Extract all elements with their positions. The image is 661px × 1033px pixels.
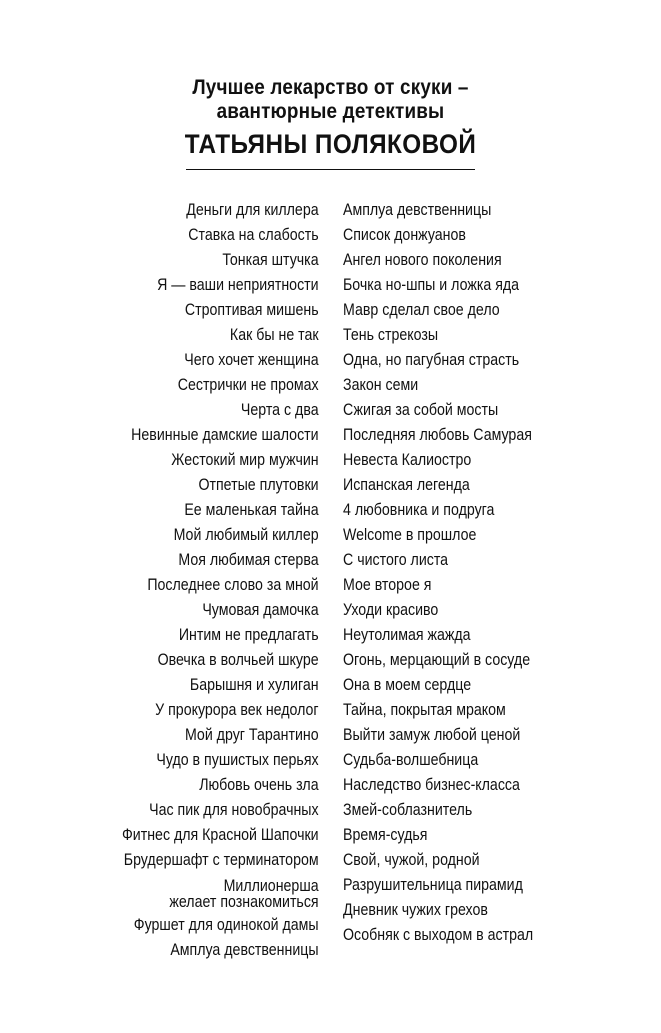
list-item: Дневник чужих грехов [343, 901, 488, 919]
list-item: Невинные дамские шалости [131, 426, 319, 444]
list-item: Тень стрекозы [343, 326, 439, 344]
list-item: Испанская легенда [343, 476, 470, 494]
list-item: Чего хочет женщина [184, 351, 319, 369]
list-item: Змей-соблазнитель [343, 801, 473, 819]
list-item: Выйти замуж любой ценой [343, 726, 521, 744]
list-item: Моя любимая стерва [178, 551, 319, 569]
list-item: Фитнес для Красной Шапочки [122, 826, 319, 844]
list-item: Тайна, покрытая мраком [343, 701, 506, 719]
list-item: Свой, чужой, родной [343, 851, 480, 869]
list-item: Особняк с выходом в астрал [343, 926, 534, 944]
list-item: Тонкая штучка [222, 251, 319, 269]
list-item: Огонь, мерцающий в сосуде [343, 651, 531, 669]
list-item: Чудо в пушистых перьях [156, 751, 319, 769]
list-item: Неутолимая жажда [343, 626, 471, 644]
list-item: Закон семи [343, 376, 419, 394]
list-item: Последняя любовь Самурая [343, 426, 532, 444]
list-item: Мавр сделал свое дело [343, 301, 500, 319]
left-title-list [90, 198, 319, 963]
list-item: Одна, но пагубная страсть [343, 351, 520, 369]
list-item-line-1: Миллионерша [223, 877, 319, 895]
list-item: Брудершафт с терминатором [124, 851, 319, 869]
list-item: Амплуа девственницы [170, 941, 319, 959]
header-line-1: Лучшее лекарство от скуки – [192, 76, 469, 99]
list-item: Мой друг Тарантино [185, 726, 319, 744]
list-item: Как бы не так [230, 326, 319, 344]
list-item: Сжигая за собой мосты [343, 401, 499, 419]
list-item: Ангел нового поколения [343, 251, 502, 269]
author-name: ТАТЬЯНЫ ПОЛЯКОВОЙ [184, 129, 477, 159]
list-item: Ставка на слабость [188, 226, 319, 244]
list-item: Любовь очень зла [199, 776, 319, 794]
list-item: Последнее слово за мной [147, 576, 319, 594]
list-item: Час пик для новобрачных [149, 801, 319, 819]
list-item: Интим не предлагать [179, 626, 319, 644]
list-item: Наследство бизнес-класса [343, 776, 520, 794]
list-item: Отпетые плутовки [198, 476, 319, 494]
list-item: Она в моем сердце [343, 676, 472, 694]
list-item-line-2: желает познакомиться [169, 893, 319, 911]
list-item: Амплуа девственницы [343, 201, 492, 219]
right-title-list [343, 198, 564, 948]
list-item: С чистого листа [343, 551, 449, 569]
list-item: 4 любовника и подруга [343, 501, 495, 519]
list-item: Мой любимый киллер [173, 526, 319, 544]
list-item: У прокурора век недолог [155, 701, 319, 719]
list-item: Деньги для киллера [186, 201, 319, 219]
list-item: Бочка но-шпы и ложка яда [343, 276, 520, 294]
list-item: Жестокий мир мужчин [171, 451, 319, 469]
list-item: Список донжуанов [343, 226, 466, 244]
list-item-two-line [122, 873, 319, 913]
list-item: Welcome в прошлое [343, 526, 477, 544]
list-item: Фуршет для одинокой дамы [134, 916, 319, 934]
list-item: Разрушительница пирамид [343, 876, 523, 894]
page-header [0, 76, 661, 161]
list-item: Барышня и хулиган [190, 676, 319, 694]
list-item: Уходи красиво [343, 601, 439, 619]
list-item: Овечка в волчьей шкуре [157, 651, 319, 669]
list-item: Я — ваши неприятности [157, 276, 319, 294]
list-item: Строптивая мишень [185, 301, 319, 319]
list-item: Судьба-волшебница [343, 751, 479, 769]
list-item: Мое второе я [343, 576, 432, 594]
list-item: Сестрички не промах [178, 376, 319, 394]
list-item: Ее маленькая тайна [184, 501, 319, 519]
list-item: Черта с два [241, 401, 319, 419]
header-line-2: авантюрные детективы [216, 100, 445, 123]
list-item: Невеста Калиостро [343, 451, 472, 469]
list-item: Время-судья [343, 826, 428, 844]
list-item: Чумовая дамочка [202, 601, 319, 619]
header-divider [186, 169, 475, 170]
